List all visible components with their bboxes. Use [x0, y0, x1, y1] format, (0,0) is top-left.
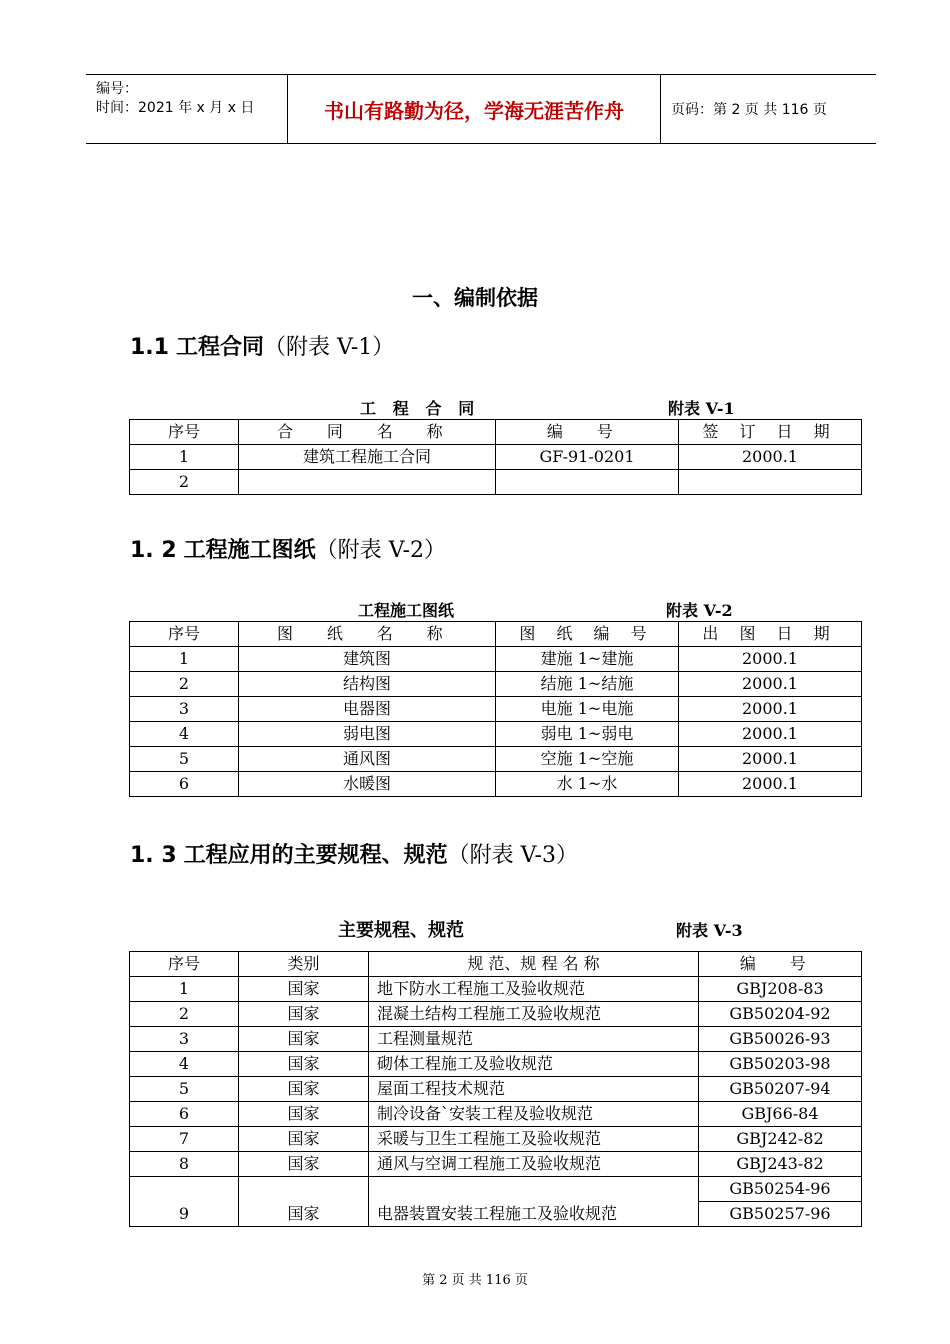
- table-header-row: [130, 622, 862, 647]
- cell: 工程测量规范: [369, 1027, 699, 1052]
- cell: 2: [130, 1002, 239, 1027]
- drawings-table: [129, 621, 862, 797]
- table1-attach-label: 附表 V-1: [668, 399, 735, 418]
- cell: 电器图: [239, 697, 496, 722]
- cell: [496, 470, 679, 495]
- table-row: [130, 1127, 862, 1152]
- cell: 制冷设备`安装工程及验收规范: [369, 1102, 699, 1127]
- col-header: 出 图 日 期: [679, 622, 862, 647]
- cell: 国家: [239, 1077, 369, 1102]
- table-header-row: [130, 420, 862, 445]
- cell: 6: [130, 1102, 239, 1127]
- cell: 3: [130, 697, 239, 722]
- cell: GBJ243-82: [699, 1152, 862, 1177]
- section-title: 一、编制依据: [412, 286, 538, 310]
- page-header: [86, 74, 876, 144]
- cell: GB50204-92: [699, 1002, 862, 1027]
- heading-1-3-num: 1. 3: [130, 843, 177, 868]
- table3-attach-label: 附表 V-3: [676, 921, 743, 940]
- cell: GBJ208-83: [699, 977, 862, 1002]
- cell: 国家: [239, 1177, 369, 1227]
- heading-1-3-title: 工程应用的主要规程、规范: [183, 843, 448, 868]
- table-row: [130, 647, 862, 672]
- cell: 结构图: [239, 672, 496, 697]
- col-header: 编 号: [496, 420, 679, 445]
- doc-number-label: 编号：: [96, 81, 138, 97]
- cell: GB50026-93: [699, 1027, 862, 1052]
- table-row: [130, 1002, 862, 1027]
- cell: 2: [130, 470, 239, 495]
- table-row: [130, 1152, 862, 1177]
- cell: 4: [130, 1052, 239, 1077]
- col-header: 编 号: [699, 952, 862, 977]
- cell: [679, 470, 862, 495]
- cell: 7: [130, 1127, 239, 1152]
- cell: 2000.1: [679, 672, 862, 697]
- table-row: [130, 672, 862, 697]
- cell: 5: [130, 1077, 239, 1102]
- cell: [239, 470, 496, 495]
- cell: 9: [130, 1177, 239, 1227]
- cell: 建施 1~建施: [496, 647, 679, 672]
- cell: 2000.1: [679, 747, 862, 772]
- cell: 地下防水工程施工及验收规范: [369, 977, 699, 1002]
- table2-attach-label: 附表 V-2: [666, 601, 733, 620]
- cell: 国家: [239, 1002, 369, 1027]
- table-row: [130, 1077, 862, 1102]
- heading-1-2-paren: （附表 V-2）: [315, 538, 446, 563]
- table-row: [130, 1102, 862, 1127]
- table-row: [130, 772, 862, 797]
- cell: 水 1~水: [496, 772, 679, 797]
- col-header: 序号: [130, 622, 239, 647]
- cell: 2000.1: [679, 445, 862, 470]
- cell: GF-91-0201: [496, 445, 679, 470]
- col-header: 图 纸 名 称: [239, 622, 496, 647]
- cell: 国家: [239, 977, 369, 1002]
- heading-1-3: [130, 838, 578, 869]
- cell: 国家: [239, 1102, 369, 1127]
- table-row: [130, 747, 862, 772]
- cell: 采暖与卫生工程施工及验收规范: [369, 1127, 699, 1152]
- standards-table: [129, 951, 862, 1227]
- cell: 8: [130, 1152, 239, 1177]
- cell: 国家: [239, 1027, 369, 1052]
- cell: 国家: [239, 1152, 369, 1177]
- cell: 结施 1~结施: [496, 672, 679, 697]
- heading-1-1-num: 1.1: [130, 335, 169, 360]
- table3-caption: 主要规程、规范: [338, 920, 464, 941]
- header-meta: [86, 75, 288, 143]
- cell: 砌体工程施工及验收规范: [369, 1052, 699, 1077]
- cell: 建筑图: [239, 647, 496, 672]
- contract-table: [129, 419, 862, 495]
- cell: 2000.1: [679, 772, 862, 797]
- cell: 2: [130, 672, 239, 697]
- cell: 3: [130, 1027, 239, 1052]
- col-header: 类别: [239, 952, 369, 977]
- col-header: 合 同 名 称: [239, 420, 496, 445]
- cell: 通风与空调工程施工及验收规范: [369, 1152, 699, 1177]
- heading-1-1-paren: （附表 V-1）: [264, 335, 395, 360]
- table1-caption: 工 程 合 同: [360, 399, 480, 418]
- table-row: [130, 445, 862, 470]
- cell: 建筑工程施工合同: [239, 445, 496, 470]
- col-header: 规 范、规 程 名 称: [369, 952, 699, 977]
- cell: 1: [130, 647, 239, 672]
- cell: 弱电 1~弱电: [496, 722, 679, 747]
- table-row: [130, 722, 862, 747]
- cell: 空施 1~空施: [496, 747, 679, 772]
- page-footer: 第 2 页 共 116 页: [422, 1273, 528, 1288]
- header-motto: 书山有路勤为径，学海无涯苦作舟: [288, 75, 661, 143]
- cell: 电器装置安装工程施工及验收规范: [369, 1177, 699, 1227]
- cell: 1: [130, 445, 239, 470]
- table-row: [130, 1177, 862, 1202]
- heading-1-2-title: 工程施工图纸: [183, 538, 316, 563]
- heading-1-3-paren: （附表 V-3）: [447, 843, 578, 868]
- doc-time-label: 时间：2021 年 x 月 x 日: [96, 100, 255, 116]
- col-header: 签 订 日 期: [679, 420, 862, 445]
- cell: 国家: [239, 1052, 369, 1077]
- col-header: 序号: [130, 420, 239, 445]
- cell: 屋面工程技术规范: [369, 1077, 699, 1102]
- table-row: [130, 977, 862, 1002]
- table2-caption: 工程施工图纸: [358, 601, 455, 620]
- cell: 水暖图: [239, 772, 496, 797]
- cell: GB50203-98: [699, 1052, 862, 1077]
- cell: 4: [130, 722, 239, 747]
- table-row: [130, 697, 862, 722]
- cell: GBJ242-82: [699, 1127, 862, 1152]
- cell: 弱电图: [239, 722, 496, 747]
- table-row: [130, 1052, 862, 1077]
- cell: 5: [130, 747, 239, 772]
- cell: 混凝土结构工程施工及验收规范: [369, 1002, 699, 1027]
- cell: GBJ66-84: [699, 1102, 862, 1127]
- table-row: [130, 1027, 862, 1052]
- cell: 2000.1: [679, 722, 862, 747]
- header-page-info: 页码：第 2 页 共 116 页: [671, 102, 827, 118]
- cell: 2000.1: [679, 647, 862, 672]
- cell: GB50257-96: [699, 1202, 862, 1227]
- cell: GB50254-96: [699, 1177, 862, 1202]
- cell: 1: [130, 977, 239, 1002]
- cell: 通风图: [239, 747, 496, 772]
- cell: GB50207-94: [699, 1077, 862, 1102]
- cell: 6: [130, 772, 239, 797]
- cell: 2000.1: [679, 697, 862, 722]
- table-row: [130, 470, 862, 495]
- cell: 国家: [239, 1127, 369, 1152]
- heading-1-2-num: 1. 2: [130, 538, 177, 563]
- heading-1-2: [130, 533, 446, 564]
- cell: 电施 1~电施: [496, 697, 679, 722]
- col-header: 序号: [130, 952, 239, 977]
- table-header-row: [130, 952, 862, 977]
- col-header: 图 纸 编 号: [496, 622, 679, 647]
- heading-1-1-title: 工程合同: [175, 335, 264, 360]
- heading-1-1: [130, 330, 394, 361]
